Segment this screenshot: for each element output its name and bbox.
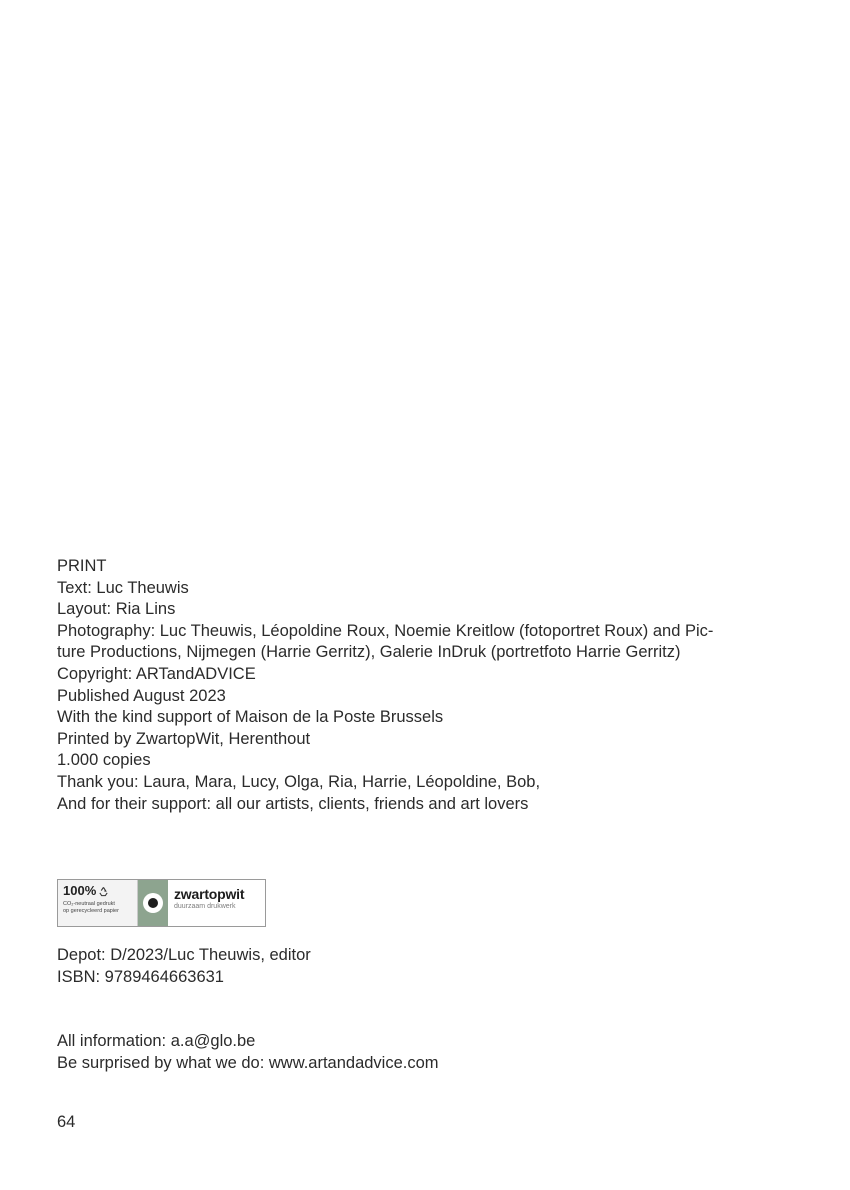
colophon bbox=[57, 556, 797, 815]
credit-support-thanks: And for their support: all our artists, clients, friends and art lovers bbox=[57, 794, 529, 813]
credit-copyright: Copyright: ARTandADVICE bbox=[57, 664, 256, 683]
info-block bbox=[57, 1031, 439, 1074]
printer-badge bbox=[57, 879, 266, 927]
badge-brand-panel bbox=[168, 880, 265, 926]
credit-printed-by: Printed by ZwartopWit, Herenthout bbox=[57, 729, 311, 748]
depot-line: Depot: D/2023/Luc Theuwis, editor bbox=[57, 946, 311, 964]
isbn-line: ISBN: 9789464663631 bbox=[57, 967, 224, 986]
credit-photography-line2: ture Productions, Nijmegen (Harrie Gerritz), Galerie InDruk (portretfoto Harrie Gerritz) bbox=[57, 643, 681, 662]
badge-line1: CO₂-neutraal gedrukt bbox=[63, 901, 115, 907]
recycle-icon bbox=[98, 886, 109, 897]
colophon-heading: PRINT bbox=[57, 557, 107, 575]
credit-layout: Layout: Ria Lins bbox=[57, 600, 176, 619]
credit-published: Published August 2023 bbox=[57, 686, 226, 705]
credit-thanks: Thank you: Laura, Mara, Lucy, Olga, Ria, Harrie, Léopoldine, Bob, bbox=[57, 772, 541, 791]
badge-brand: zwartopwit bbox=[174, 886, 245, 902]
badge-percent: 100% bbox=[63, 883, 97, 898]
badge-co2-panel bbox=[58, 880, 138, 926]
depot-block bbox=[57, 945, 311, 988]
badge-logo-mark bbox=[138, 880, 168, 926]
credit-photography-line1: Photography: Luc Theuwis, Léopoldine Roux, Noemie Kreitlow (fotoportret Roux) and Pic- bbox=[57, 621, 714, 640]
credit-copies: 1.000 copies bbox=[57, 751, 151, 770]
contact-line: All information: a.a@glo.be bbox=[57, 1032, 256, 1050]
credit-support: With the kind support of Maison de la Poste Brussels bbox=[57, 708, 444, 727]
badge-tagline: duurzaam drukwerk bbox=[174, 903, 236, 910]
page-number: 64 bbox=[57, 1113, 76, 1131]
badge-line2: op gerecycleerd papier bbox=[63, 907, 119, 914]
credit-text: Text: Luc Theuwis bbox=[57, 578, 189, 597]
website-line: Be surprised by what we do: www.artandadvice.com bbox=[57, 1053, 439, 1072]
dot-icon bbox=[143, 893, 163, 913]
